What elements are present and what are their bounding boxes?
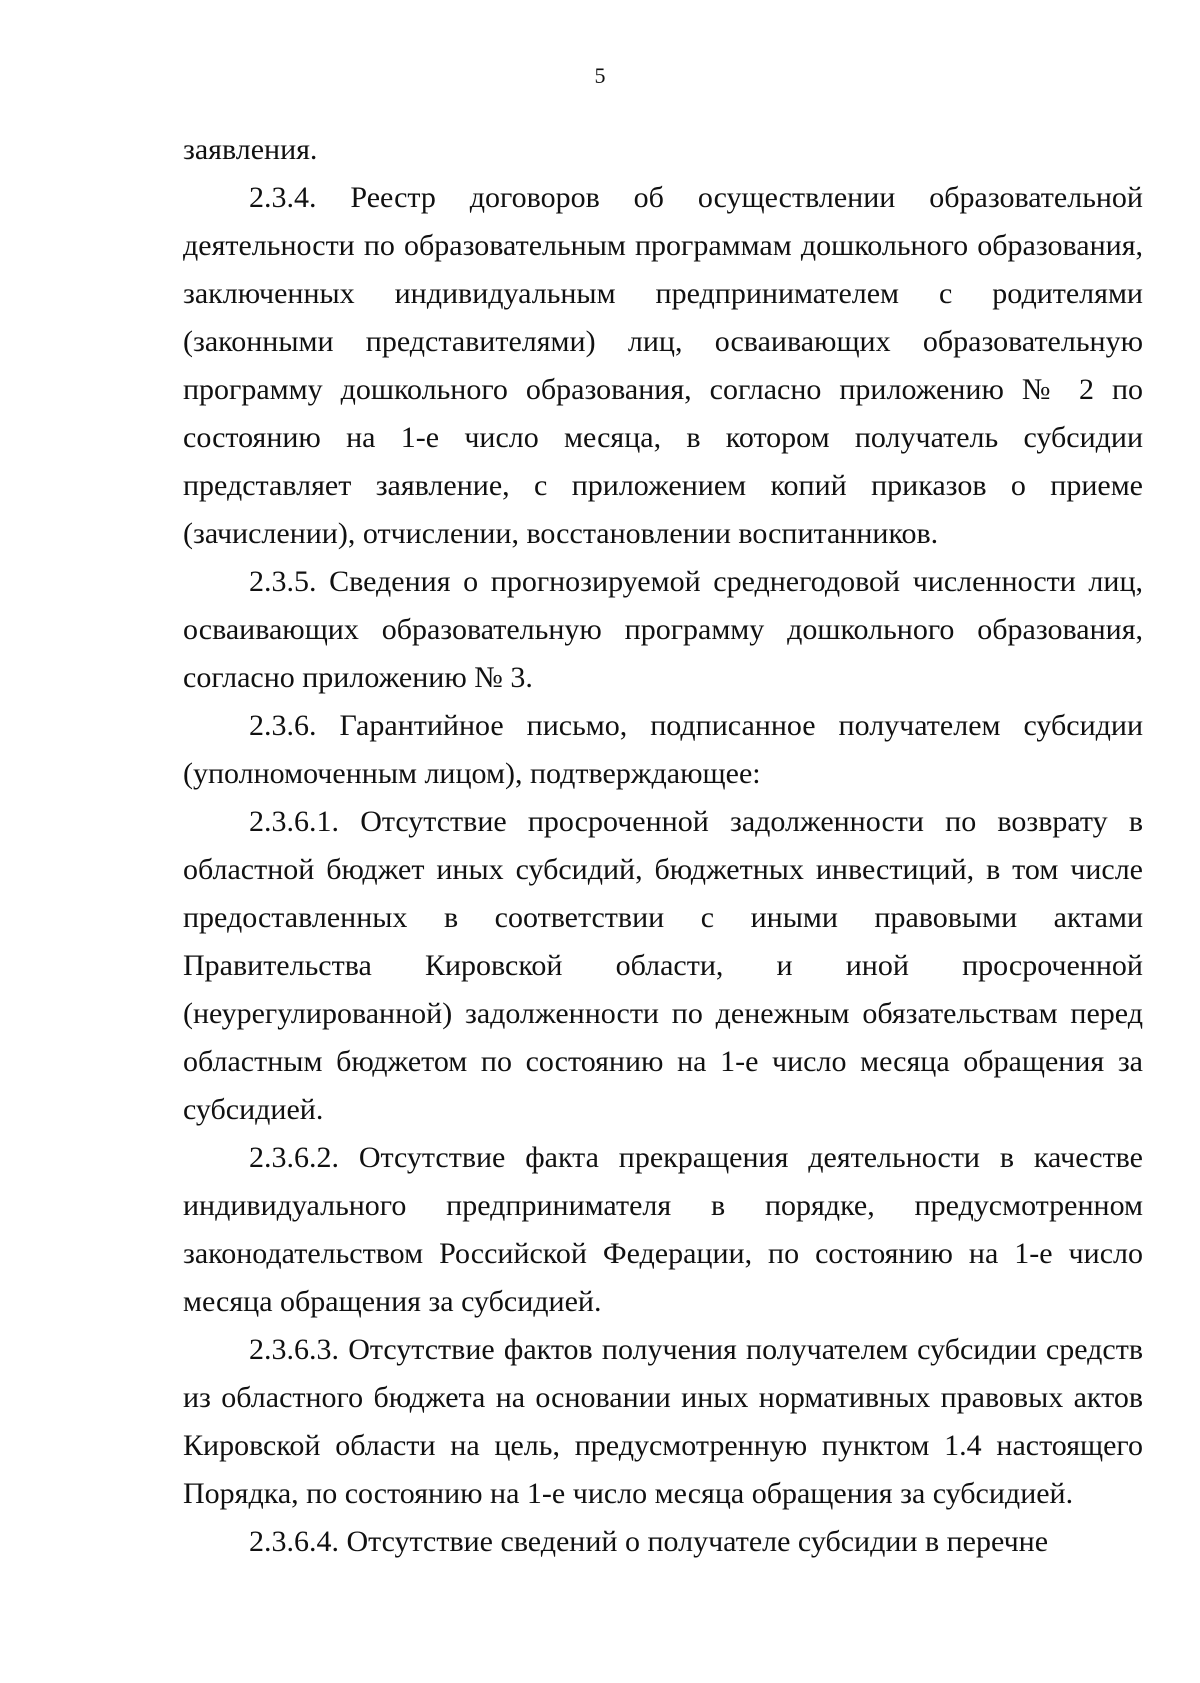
paragraph-2-3-4: 2.3.4. Реестр договоров об осуществлении образовательной деятельности по образовательным программам дошкольного образования, заключенных индивидуальным предпринимателем с родителями (законными представителями) лиц, осваивающих образовательную программу дошкольного образования, согласно приложению № 2 по состоянию на 1-е число месяца, в котором получатель субсидии представляет заявление, с приложением копий приказов о приеме (зачислении), отчислении, восстановлении воспитанников. xyxy=(183,181,1143,550)
paragraph-2-3-5: 2.3.5. Сведения о прогнозируемой среднегодовой численности лиц, осваивающих образовательную программу дошкольного образования, согласно приложению № 3. xyxy=(183,565,1143,694)
paragraph-2-3-6: 2.3.6. Гарантийное письмо, подписанное получателем субсидии (уполномоченным лицом), подтверждающее: xyxy=(183,709,1143,790)
paragraph-continuation: заявления. xyxy=(183,133,318,166)
paragraph-2-3-6-4: 2.3.6.4. Отсутствие сведений о получателе субсидии в перечне xyxy=(249,1525,1049,1558)
paragraph-2-3-6-1: 2.3.6.1. Отсутствие просроченной задолженности по возврату в областной бюджет иных субсидий, бюджетных инвестиций, в том числе предоставленных в соответствии с иными правовыми актами Правительства Кировской области, и иной просроченной (неурегулированной) задолженности по денежным обязательствам перед областным бюджетом по состоянию на 1-е число месяца обращения за субсидией. xyxy=(183,805,1143,1126)
paragraph-2-3-6-2: 2.3.6.2. Отсутствие факта прекращения деятельности в качестве индивидуального предпринимателя в порядке, предусмотренном законодательством Российской Федерации, по состоянию на 1-е число месяца обращения за субсидией. xyxy=(183,1141,1143,1318)
document-body xyxy=(183,126,1143,1566)
paragraph-2-3-6-3: 2.3.6.3. Отсутствие фактов получения получателем субсидии средств из областного бюджета на основании иных нормативных правовых актов Кировской области на цель, предусмотренную пунктом 1.4 настоящего Порядка, по состоянию на 1-е число месяца обращения за субсидией. xyxy=(183,1333,1143,1510)
page-number: 5 xyxy=(594,63,606,88)
